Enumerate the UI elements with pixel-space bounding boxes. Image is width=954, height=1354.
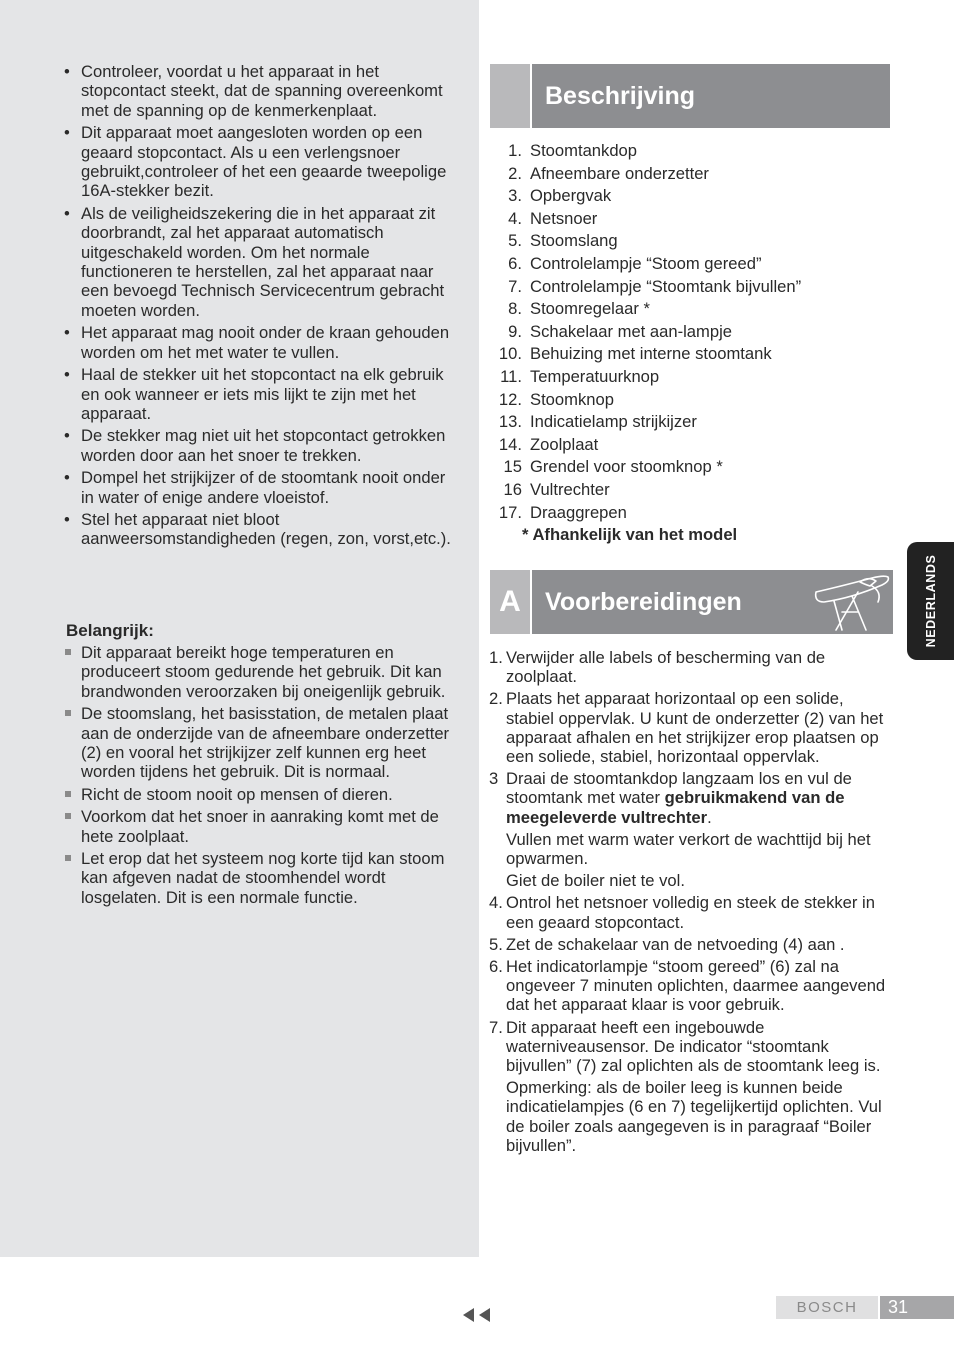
item-number: 1. bbox=[508, 141, 522, 160]
step-number: 1. bbox=[489, 648, 503, 667]
list-item bbox=[62, 468, 462, 507]
list-item bbox=[489, 957, 891, 1015]
bullet-text: Als de veiligheidszekering die in het apparaat zit doorbrandt, zal het apparaat automatisch uitgeschakeld worden. Om het normale functioneren te herstellen, zal het apparaat naar een bevoegd Technisch Servicecentrum gebracht moeten worden. bbox=[81, 203, 445, 320]
bullet-text: Dit apparaat moet aangesloten worden op een geaard stopcontact. Als u een verlengsnoer gebruikt,controleer of het een geaarde tweepolige 16A-stekker bezit. bbox=[81, 123, 447, 201]
list-item bbox=[488, 411, 888, 434]
language-tab-label: NEDERLANDS bbox=[923, 554, 938, 648]
list-item bbox=[62, 426, 462, 465]
preparation-letter: A bbox=[490, 570, 530, 634]
list-item bbox=[62, 62, 462, 120]
list-item bbox=[488, 298, 888, 321]
bullet-glyph: • bbox=[64, 323, 70, 343]
list-item bbox=[488, 230, 888, 253]
item-label: Indicatielamp strijkijzer bbox=[530, 412, 697, 432]
parts-list bbox=[488, 140, 888, 524]
important-text: Dit apparaat bereikt hoge temperaturen en produceert stoom gedurende het gebruik. Dit kan brandwonden veroorzaken bij oneigenlijk gebruik. bbox=[81, 643, 446, 701]
bullet-text: Stel het apparaat niet bloot aanweersomstandigheden (regen, zon, vorst,etc.). bbox=[81, 509, 451, 549]
step-number: 6. bbox=[489, 957, 503, 977]
item-label: Stoomregelaar * bbox=[530, 299, 650, 319]
preparation-header bbox=[490, 570, 893, 634]
item-number: 2. bbox=[508, 163, 522, 183]
item-label: Draaggrepen bbox=[530, 502, 627, 522]
list-item bbox=[489, 893, 891, 931]
list-item bbox=[489, 1018, 891, 1155]
list-item bbox=[488, 502, 888, 525]
step-text-tail: . bbox=[707, 807, 712, 827]
item-number: 8. bbox=[508, 299, 522, 319]
list-item bbox=[62, 510, 462, 549]
list-item bbox=[488, 276, 888, 299]
square-bullet-icon bbox=[65, 855, 71, 861]
important-text: De stoomslang, het basisstation, de metalen plaat aan de onderzijde van de afneembare onderzetter (2) en vooral het strijkijzer zelf kunnen erg heet worden tijdens het gebruik. Dit is normaal. bbox=[81, 704, 450, 782]
step-text: Verwijder alle labels of bescherming van de zoolplaat. bbox=[506, 648, 826, 687]
list-item bbox=[488, 434, 888, 457]
item-label: Controlelampje “Stoom gereed” bbox=[530, 253, 762, 273]
item-number: 17. bbox=[498, 502, 522, 522]
list-item bbox=[62, 704, 466, 782]
item-number: 11. bbox=[500, 366, 522, 386]
list-item bbox=[489, 689, 891, 766]
list-item bbox=[62, 365, 462, 423]
item-label: Stoomslang bbox=[530, 231, 618, 251]
list-item bbox=[488, 366, 888, 389]
step-number: 7. bbox=[489, 1017, 503, 1037]
list-item bbox=[488, 140, 888, 163]
ironing-board-icon bbox=[812, 572, 892, 634]
list-item bbox=[62, 204, 462, 320]
item-number: 13. bbox=[498, 412, 522, 432]
list-item bbox=[489, 769, 891, 890]
item-number: 12. bbox=[498, 389, 522, 409]
step-number: 4. bbox=[489, 893, 503, 913]
square-bullet-icon bbox=[65, 813, 71, 819]
item-label: Vultrechter bbox=[530, 479, 610, 499]
item-label: Afneembare onderzetter bbox=[530, 163, 709, 183]
bullet-text: Het apparaat mag nooit onder de kraan gehouden worden om het met water te vullen. bbox=[81, 323, 450, 362]
item-label: Netsnoer bbox=[530, 208, 598, 228]
page-number: 31 bbox=[880, 1296, 954, 1319]
list-item bbox=[488, 389, 888, 412]
bullet-glyph: • bbox=[64, 509, 70, 529]
important-text: Let erop dat het systeem nog korte tijd kan stoom kan afgeven nadat de stoomhendel wordt losgelaten. Dit is een normale functie. bbox=[81, 849, 445, 907]
item-number: 7. bbox=[508, 276, 522, 296]
model-note: * Afhankelijk van het model bbox=[522, 525, 738, 544]
item-number: 10. bbox=[498, 344, 522, 364]
square-bullet-icon bbox=[65, 791, 71, 797]
bullet-glyph: • bbox=[64, 123, 70, 143]
description-header-tab bbox=[490, 64, 530, 128]
bullet-text: Controleer, voordat u het apparaat in het stopcontact steekt, dat de spanning overeenkomt met de spanning op de kenmerkenplaat. bbox=[81, 62, 443, 120]
bullet-text: De stekker mag niet uit het stopcontact getrokken worden door aan het snoer te trekken. bbox=[81, 426, 446, 465]
preparation-steps bbox=[489, 648, 891, 1158]
item-number: 6. bbox=[508, 253, 522, 273]
item-number: 4. bbox=[508, 208, 522, 228]
important-text: Voorkom dat het snoer in aanraking komt met de hete zoolplaat. bbox=[81, 807, 439, 846]
list-item bbox=[488, 479, 888, 502]
preparation-title: Voorbereidingen bbox=[545, 588, 742, 616]
back-arrows-icon bbox=[463, 1307, 491, 1323]
item-number: 5. bbox=[508, 231, 522, 251]
item-number: 3. bbox=[508, 186, 522, 206]
step-text: Opmerking: als de boiler leeg is kunnen beide indicatielampjes (6 en 7) tegelijkertijd oplichten. Vul de boiler zoals aangegeven is in paragraaf “Boiler bijvullen”. bbox=[506, 1078, 882, 1155]
step-text: Zet de schakelaar van de netvoeding (4) aan . bbox=[506, 934, 845, 954]
step-text-lead: Draai de stoomtankdop langzaam los en vul de stoomtank met water bbox=[506, 769, 852, 808]
list-item bbox=[489, 935, 891, 954]
step-number: 2. bbox=[489, 689, 503, 709]
list-item bbox=[488, 208, 888, 231]
list-item bbox=[62, 323, 462, 362]
bullet-glyph: • bbox=[64, 365, 70, 385]
item-label: Zoolplaat bbox=[530, 434, 599, 454]
item-number: 14. bbox=[498, 434, 522, 454]
safety-bullet-list bbox=[62, 62, 462, 552]
item-label: Behuizing met interne stoomtank bbox=[530, 344, 772, 364]
list-item bbox=[488, 343, 888, 366]
bullet-glyph: • bbox=[64, 203, 70, 223]
list-item bbox=[488, 163, 888, 186]
step-number: 3 bbox=[489, 769, 499, 789]
bullet-text: Dompel het strijkijzer of de stoomtank nooit onder in water of enige andere vloeistof. bbox=[81, 468, 446, 507]
list-item bbox=[488, 185, 888, 208]
list-item bbox=[62, 807, 466, 846]
important-text: Richt de stoom nooit op mensen of dieren. bbox=[81, 784, 393, 804]
footer-brand: BOSCH bbox=[776, 1296, 878, 1319]
bullet-glyph: • bbox=[64, 426, 70, 446]
step-text: Dit apparaat heeft een ingebouwde waterniveausensor. De indicator “stoomtank bijvullen” (7) zal oplichten als de stoomtank leeg is. bbox=[506, 1017, 881, 1076]
important-list bbox=[62, 643, 466, 910]
description-header bbox=[490, 64, 890, 128]
square-bullet-icon bbox=[65, 710, 71, 716]
bullet-glyph: • bbox=[64, 62, 70, 81]
item-label: Temperatuurknop bbox=[530, 366, 660, 386]
list-item bbox=[488, 253, 888, 276]
square-bullet-icon bbox=[65, 649, 71, 655]
list-item bbox=[488, 321, 888, 344]
step-text: Plaats het apparaat horizontaal op een solide, stabiel oppervlak. U kunt de onderzetter (2) van het apparaat afhalen en het strijkijzer erop plaatsen op een soliede, stabiel, horizontaal oppervlak. bbox=[506, 689, 884, 767]
list-item bbox=[62, 849, 466, 907]
step-number: 5. bbox=[489, 934, 503, 954]
bullet-text: Haal de stekker uit het stopcontact na elk gebruik en ook wanneer er iets mis lijkt te zijn met het apparaat. bbox=[81, 365, 444, 423]
item-label: Stoomtankdop bbox=[530, 141, 638, 160]
item-label: Controlelampje “Stoomtank bijvullen” bbox=[530, 276, 802, 296]
item-number: 15 bbox=[503, 457, 522, 477]
step-text: Vullen met warm water verkort de wachttijd bij het opwarmen. bbox=[506, 829, 871, 869]
language-tab bbox=[907, 542, 954, 660]
step-text: Ontrol het netsnoer volledig en steek de stekker in een geaard stopcontact. bbox=[506, 893, 875, 932]
list-item bbox=[62, 785, 466, 804]
step-text-bold: gebruikmakend van de meegeleverde vultrechter bbox=[506, 788, 845, 827]
important-heading: Belangrijk: bbox=[66, 621, 154, 640]
step-text: Giet de boiler niet te vol. bbox=[506, 871, 685, 891]
item-label: Schakelaar met aan-lampje bbox=[530, 321, 732, 341]
item-number: 16 bbox=[503, 479, 522, 499]
list-item bbox=[488, 456, 888, 479]
description-title: Beschrijving bbox=[545, 82, 696, 110]
item-number: 9. bbox=[508, 321, 522, 341]
list-item bbox=[489, 648, 891, 686]
step-text: Het indicatorlampje “stoom gereed” (6) zal na ongeveer 7 minuten oplichten, daarmee aangevend dat het apparaat klaar is voor gebruik. bbox=[506, 957, 886, 1015]
list-item bbox=[62, 643, 466, 701]
step-text bbox=[506, 769, 891, 827]
list-item bbox=[62, 123, 462, 201]
item-label: Opbergvak bbox=[530, 186, 612, 206]
item-label: Stoomknop bbox=[530, 389, 614, 409]
item-label: Grendel voor stoomknop * bbox=[530, 457, 723, 477]
bullet-glyph: • bbox=[64, 468, 70, 488]
